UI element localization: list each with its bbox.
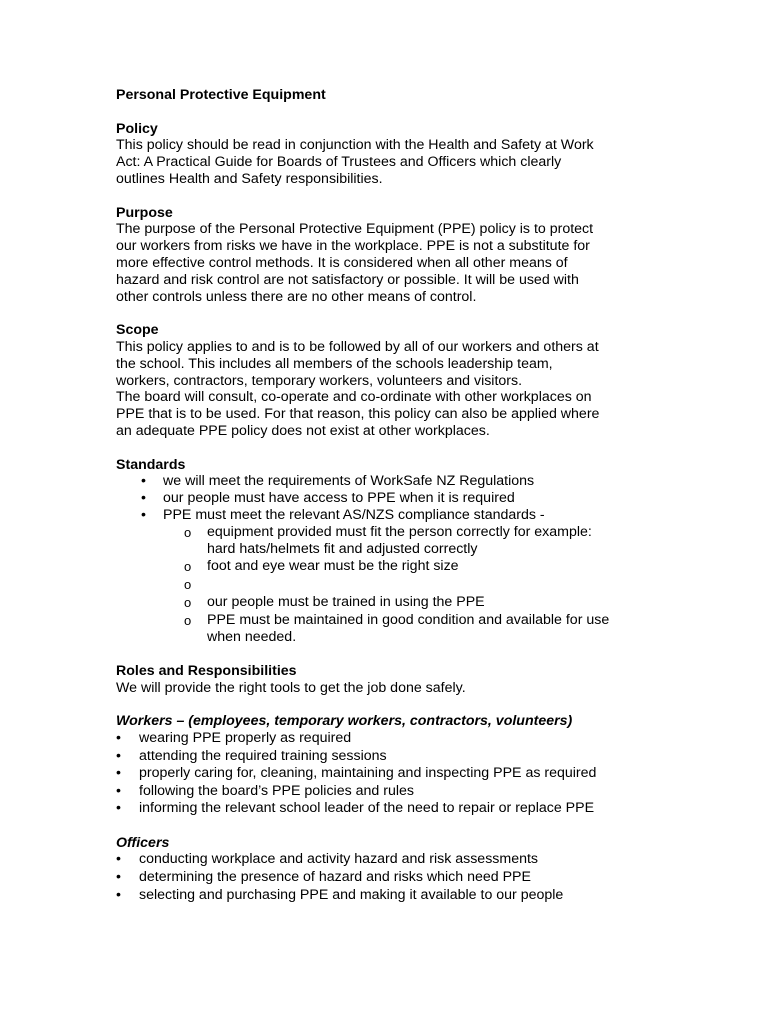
purpose-line: our workers from risks we have in the workplace. PPE is not a substitute for [116,238,590,255]
sublist-item-line: foot and eye wear must be the right size [207,558,459,575]
list-item-text: conducting workplace and activity hazard and risk assessments [139,851,539,868]
spacer [116,440,676,457]
spacer [116,646,676,663]
document-page [116,87,676,904]
document-title: Personal Protective Equipment [116,87,326,103]
list-item-text: our people must have access to PPE when it is required [163,490,515,507]
roles-intro: We will provide the right tools to get the job done safely. [116,679,466,696]
spacer [116,104,676,121]
spacer [116,188,676,205]
scope-line: the school. This includes all members of the schools leadership team, [116,355,553,372]
bullet-icon: • [116,886,121,903]
list-item-text: selecting and purchasing PPE and making it available to our people [139,886,564,903]
bullet-icon: • [116,747,121,764]
bullet-icon: • [116,851,121,868]
list-item-text: wearing PPE properly as required [139,729,352,746]
policy-heading: Policy [116,120,158,137]
workers-heading: Workers – (employees, temporary workers, contractors, volunteers) [116,713,573,730]
officers-list [116,851,676,904]
list-item-text: attending the required training sessions [139,747,387,764]
list-item-text: PPE must meet the relevant AS/NZS compliance standards - [163,506,545,523]
sublist-item-line: when needed. [207,628,297,645]
list-item-text: following the board’s PPE policies and rules [139,782,414,799]
list-item [116,800,676,818]
scope-line: an adequate PPE policy does not exist at other workplaces. [116,422,490,439]
bullet-icon: • [116,782,121,799]
list-item [116,869,676,887]
sublist-item-line: our people must be trained in using the PPE [207,593,485,610]
purpose-heading: Purpose [116,204,173,221]
sublist-item-line: PPE must be maintained in good condition and available for use [207,611,610,628]
policy-line: Act: A Practical Guide for Boards of Trustees and Officers which clearly [116,154,562,171]
scope-line: PPE that is to be used. For that reason, this policy can also be applied where [116,406,600,423]
bullet-icon: • [116,765,121,782]
sublist-item [161,524,676,558]
circle-bullet-icon: o [184,576,192,592]
sublist-item [161,576,676,594]
bullet-icon: • [141,473,146,490]
sublist-item [161,612,676,646]
spacer [116,305,676,322]
scope-line: This policy applies to and is to be followed by all of our workers and others at [116,338,599,355]
circle-bullet-icon: o [184,524,192,540]
standards-sublist [163,524,676,646]
bullet-icon: • [116,869,121,886]
scope-heading: Scope [116,322,159,339]
list-item [116,851,676,869]
spacer [116,818,676,835]
circle-bullet-icon: o [184,559,192,575]
scope-line: workers, contractors, temporary workers, volunteers and visitors. [116,372,523,389]
policy-line: outlines Health and Safety responsibilities. [116,170,383,187]
roles-heading: Roles and Responsibilities [116,662,297,679]
list-item-text: determining the presence of hazard and risks which need PPE [139,869,531,886]
circle-bullet-icon: o [184,612,192,628]
workers-list [116,730,676,818]
scope-line: The board will consult, co-operate and co-ordinate with other workplaces on [116,389,592,406]
purpose-line: more effective control methods. It is considered when all other means of [116,254,568,271]
standards-list [116,473,676,646]
list-item-text: properly caring for, cleaning, maintaining and inspecting PPE as required [139,765,597,782]
standards-heading: Standards [116,456,186,473]
purpose-line: hazard and risk control are not satisfactory or possible. It will be used with [116,271,579,288]
circle-bullet-icon: o [184,594,192,610]
list-item [116,730,676,748]
bullet-icon: • [141,490,146,507]
officers-heading: Officers [116,834,170,851]
policy-line: This policy should be read in conjunction with the Health and Safety at Work [116,137,594,154]
purpose-line: other controls unless there are no other means of control. [116,288,477,305]
list-item [116,887,676,905]
list-item [116,765,676,783]
list-item [116,473,676,490]
bullet-icon: • [116,800,121,817]
list-item [116,507,676,646]
list-item-text: we will meet the requirements of WorkSafe NZ Regulations [163,473,535,490]
purpose-line: The purpose of the Personal Protective Equipment (PPE) policy is to protect [116,221,594,238]
sublist-item-line: hard hats/helmets fit and adjusted correctly [207,540,478,557]
spacer [116,696,676,713]
sublist-item-line: equipment provided must fit the person correctly for example: [207,523,592,540]
bullet-icon: • [141,506,146,523]
list-item [116,490,676,507]
sublist-item [161,594,676,612]
list-item [116,783,676,801]
list-item-text: informing the relevant school leader of the need to repair or replace PPE [139,800,595,817]
bullet-icon: • [116,729,121,746]
sublist-item [161,558,676,576]
list-item [116,748,676,766]
